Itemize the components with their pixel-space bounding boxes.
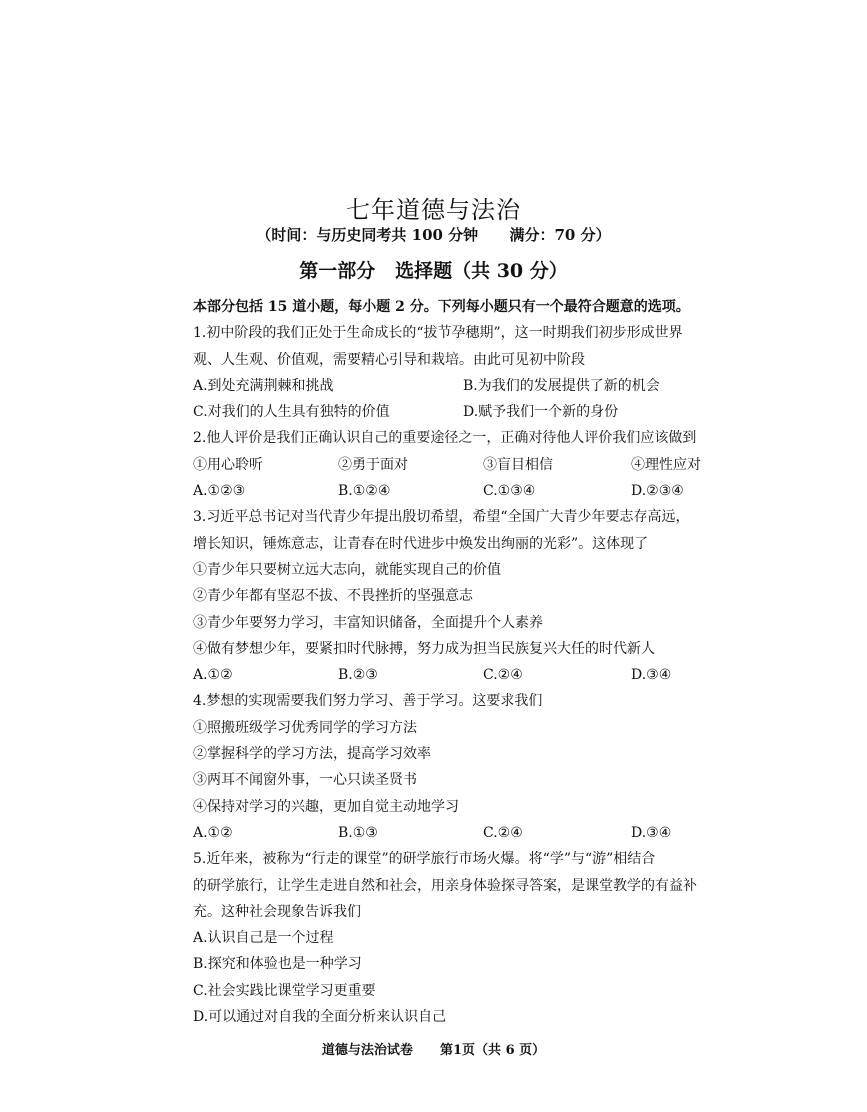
question-5-stem-line: 充。这种社会现象告诉我们 xyxy=(193,903,361,920)
question-3-options xyxy=(193,662,733,688)
question-4-options xyxy=(193,820,733,846)
instructions: 本部分包括 15 道小题，每小题 2 分。下列每小题只有一个最符合题意的选项。 xyxy=(193,299,690,315)
question-5-stem-line: 的研学旅行，让学生走进自然和社会，用亲身体验探寻答案，是课堂教学的有益补 xyxy=(193,877,697,894)
option-c: C.对我们的人生具有独特的价值 xyxy=(193,404,390,421)
option-c: C.社会实践比课堂学习更重要 xyxy=(193,982,376,999)
question-3-stem-line: 3.习近平总书记对当代青少年提出殷切希望，希望“全国广大青少年要志存高远， xyxy=(193,509,690,526)
option-b: B.为我们的发展提供了新的机会 xyxy=(463,377,660,394)
option-d: D.②③④ xyxy=(631,483,684,500)
item-4: ④理性应对 xyxy=(631,456,701,473)
item-3: ③盲目相信 xyxy=(483,456,553,473)
question-3-item: ①青少年只要树立远大志向，就能实现自己的价值 xyxy=(193,561,501,578)
exam-info: （时间：与历史同考共 100 分钟 满分：70 分） xyxy=(256,226,611,244)
option-a: A.①② xyxy=(193,824,233,841)
page-footer: 道德与法治试卷 第1页（共 6 页） xyxy=(321,1043,546,1058)
question-4-stem: 4.梦想的实现需要我们努力学习、善于学习。这要求我们 xyxy=(193,693,543,710)
question-1-stem-line: 观、人生观、价值观，需要精心引导和栽培。由此可见初中阶段 xyxy=(193,351,585,368)
section-heading: 第一部分 选择题（共 30 分） xyxy=(299,260,568,282)
question-3-item: ②青少年都有坚忍不拔、不畏挫折的坚强意志 xyxy=(193,588,473,605)
page-title: 七年道德与法治 xyxy=(346,196,521,224)
question-1-stem-line: 1.初中阶段的我们正处于生命成长的“拔节孕穗期”，这一时期我们初步形成世界 xyxy=(193,325,683,342)
question-4-item: ④保持对学习的兴趣，更加自觉主动地学习 xyxy=(193,798,459,815)
option-c: C.②④ xyxy=(483,667,523,684)
option-b: B.②③ xyxy=(338,667,378,684)
question-2-options xyxy=(193,478,733,504)
option-a: A.①② xyxy=(193,667,233,684)
question-3-item: ③青少年要努力学习，丰富知识储备，全面提升个人素养 xyxy=(193,614,543,631)
option-d: D.③④ xyxy=(631,667,672,684)
question-1-options-row xyxy=(193,399,733,425)
option-b: B.①②④ xyxy=(338,483,391,500)
question-4-item: ③两耳不闻窗外事，一心只读圣贤书 xyxy=(193,772,417,789)
question-4-item: ①照搬班级学习优秀同学的学习方法 xyxy=(193,719,417,736)
option-d: D.赋予我们一个新的身份 xyxy=(463,404,619,421)
option-d: D.③④ xyxy=(631,824,672,841)
option-b: B.①③ xyxy=(338,824,378,841)
question-list xyxy=(193,294,733,1030)
option-d: D.可以通过对自我的全面分析来认识自己 xyxy=(193,1009,447,1026)
option-c: C.②④ xyxy=(483,824,523,841)
question-3-stem-line: 增长知识，锤炼意志，让青春在时代进步中焕发出绚丽的光彩”。这体现了 xyxy=(193,535,649,552)
option-a: A.①②③ xyxy=(193,483,246,500)
question-2-stem: 2.他人评价是我们正确认识自己的重要途径之一，正确对待他人评价我们应该做到 xyxy=(193,430,697,447)
item-1: ①用心聆听 xyxy=(193,456,263,473)
question-3-item: ④做有梦想少年，要紧扣时代脉搏，努力成为担当民族复兴大任的时代新人 xyxy=(193,640,655,657)
question-2-items xyxy=(193,452,733,478)
option-a: A.认识自己是一个过程 xyxy=(193,930,334,947)
option-a: A.到处充满荆棘和挑战 xyxy=(193,377,334,394)
item-2: ②勇于面对 xyxy=(338,456,408,473)
option-b: B.探究和体验也是一种学习 xyxy=(193,956,362,973)
option-c: C.①③④ xyxy=(483,483,536,500)
question-4-item: ②掌握科学的学习方法，提高学习效率 xyxy=(193,746,431,763)
question-5-stem-line: 5.近年来，被称为“行走的课堂”的研学旅行市场火爆。将“学”与“游”相结合 xyxy=(193,851,656,868)
question-1-options-row xyxy=(193,373,733,399)
